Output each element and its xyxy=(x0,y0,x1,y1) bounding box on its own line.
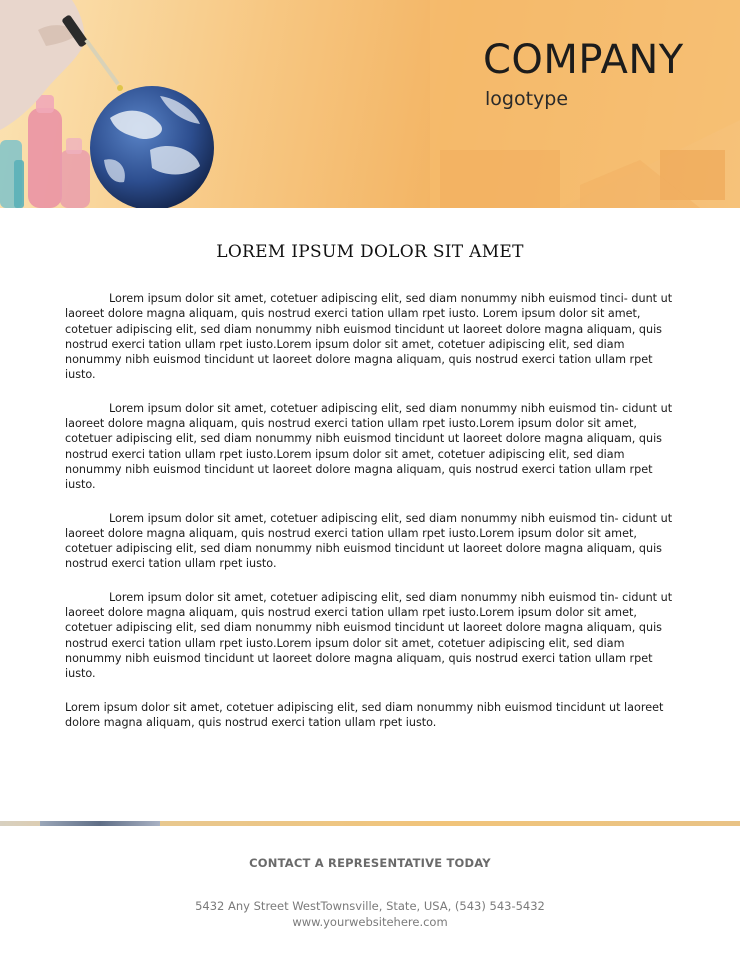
address-line: 5432 Any Street WestTownsville, State, USA, (543) 543-5432 xyxy=(195,899,545,913)
paragraph-3: Lorem ipsum dolor sit amet, cotetuer adipiscing elit, sed diam nonummy nibh euismod tin- cidunt ut laoreet dolore magna aliquam, quis nostrud exerci tation ullam rpet iusto.Lorem ipsum dolor sit amet, cotetuer adipiscing elit, sed diam nonummy nibh euismod tincidunt ut laoreet dolore magna aliquam, quis nostrud exerci tation ullam rpet iusto. xyxy=(65,511,673,571)
company-name: COMPANY xyxy=(483,37,684,83)
paragraph-1: Lorem ipsum dolor sit amet, cotetuer adipiscing elit, sed diam nonummy nibh euismod tinci- dunt ut laoreet dolore magna aliquam, quis nostrud exerci tation ullam rpet iusto. Lorem ipsum dolor sit amet, cotetuer adipiscing elit, sed diam nonummy nibh euismod tincidunt ut laoreet dolore magna aliquam, quis nostrud exerci tation ullam rpet iusto.Lorem ipsum dolor sit amet, cotetuer adipiscing elit, sed diam nonummy nibh euismod tincidunt ut laoreet dolore magna aliquam, quis nostrud exerci tation ullam rpet iusto. xyxy=(65,292,673,382)
paragraph-5: Lorem ipsum dolor sit amet, cotetuer adipiscing elit, sed diam nonummy nibh euismod tincidunt ut laoreet dolore magna aliquam, quis nostrud exerci tation ullam rpet iusto. xyxy=(65,700,664,729)
globe-image xyxy=(90,86,214,208)
logotype-text: logotype xyxy=(485,88,569,110)
footer-divider-accent xyxy=(40,821,160,826)
header-banner xyxy=(0,0,740,208)
body-text xyxy=(65,291,675,748)
contact-heading: CONTACT A REPRESENTATIVE TODAY xyxy=(249,856,491,870)
paragraph-4: Lorem ipsum dolor sit amet, cotetuer adipiscing elit, sed diam nonummy nibh euismod tin- cidunt ut laoreet dolore magna aliquam, quis nostrud exerci tation ullam rpet iusto.Lorem ipsum dolor sit amet, cotetuer adipiscing elit, sed diam nonummy nibh euismod tincidunt ut laoreet dolore magna aliquam, quis nostrud exerci tation ullam rpet iusto.Lorem ipsum dolor sit amet, cotetuer adipiscing elit, sed diam nonummy nibh euismod tincidunt ut laoreet dolore magna aliquam, quis nostrud exerci tation ullam rpet iusto. xyxy=(65,590,673,681)
website-link[interactable]: www.yourwebsitehere.com xyxy=(292,915,448,929)
footer-divider xyxy=(0,821,740,826)
header-illustration xyxy=(0,0,740,208)
page-title: LOREM IPSUM DOLOR SIT AMET xyxy=(216,242,524,262)
paragraph-2: Lorem ipsum dolor sit amet, cotetuer adipiscing elit, sed diam nonummy nibh euismod tin- cidunt ut laoreet dolore magna aliquam, quis nostrud exerci tation ullam rpet iusto.Lorem ipsum dolor sit amet, cotetuer adipiscing elit, sed diam nonummy nibh euismod tincidunt ut laoreet dolore magna aliquam, quis nostrud exerci tation ullam rpet iusto.Lorem ipsum dolor sit amet, cotetuer adipiscing elit, sed diam nonummy nibh euismod tincidunt ut laoreet dolore magna aliquam, quis nostrud exerci tation ullam rpet iusto. xyxy=(65,401,673,492)
